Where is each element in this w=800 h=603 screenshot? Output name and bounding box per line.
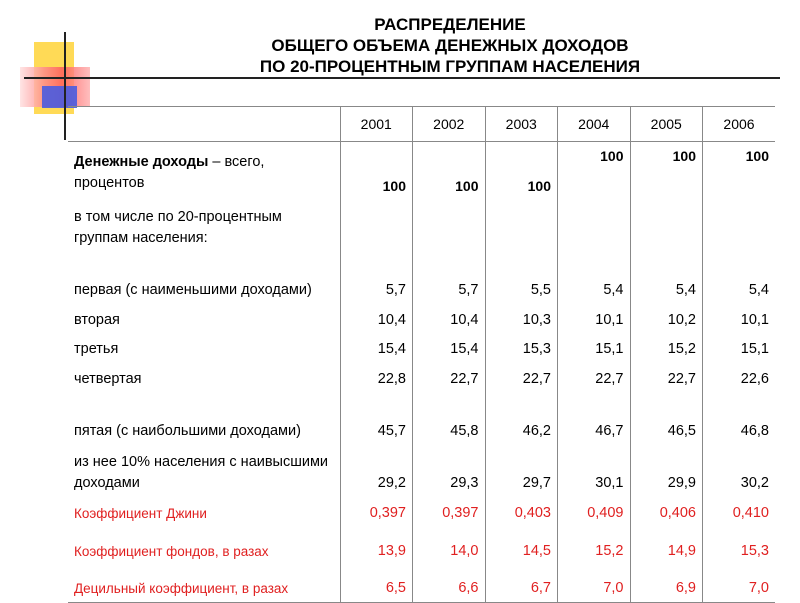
table-row [68,334,775,363]
table-row [68,304,775,334]
year-header-row [68,107,775,142]
year-header: 2002 [413,107,486,142]
cell-value: 15,3 [485,334,558,363]
cell-value: 6,5 [340,565,413,603]
cell-value: 15,4 [340,334,413,363]
total-label-bold: Денежные доходы [74,154,209,170]
cell-value: 10,4 [413,304,486,334]
cell-value: 22,8 [340,363,413,393]
subheader-row [68,200,775,252]
cell-value: 13,9 [340,527,413,565]
cell-value: 5,4 [558,252,631,304]
total-row [68,142,775,200]
cell-value: 5,4 [703,252,776,304]
cell-value: 22,7 [413,363,486,393]
cell-value: 7,0 [703,565,776,603]
row-label: из нее 10% населения с наивысшими доходами [74,453,329,491]
cell-value: 14,9 [630,527,703,565]
year-header: 2001 [340,107,413,142]
cell-value: 15,2 [630,334,703,363]
cell-value: 22,6 [703,363,776,393]
cell-value: 100 [413,142,486,200]
cell-value: 100 [485,142,558,200]
cell-value: 0,397 [413,497,486,527]
row-label: Децильный коэффициент, в разах [68,565,340,603]
logo-vertical-line [64,32,66,140]
cell-value: 5,7 [413,252,486,304]
cell-value: 15,2 [558,527,631,565]
cell-value: 100 [558,142,631,200]
cell-value: 0,397 [340,497,413,527]
cell-value: 10,1 [703,304,776,334]
year-header: 2004 [558,107,631,142]
table-row [68,445,775,497]
cell-value: 15,1 [703,334,776,363]
cell-value: 5,7 [340,252,413,304]
cell-value: 0,409 [558,497,631,527]
table-row [68,252,775,304]
cell-value: 45,7 [340,393,413,445]
cell-value: 46,7 [558,393,631,445]
cell-value: 46,2 [485,393,558,445]
row-label: пятая (с наибольшими доходами) [74,422,301,439]
funds-coefficient-row [68,527,775,565]
table-row [68,393,775,445]
cell-value: 29,9 [630,445,703,497]
title-underline [24,77,780,79]
cell-value: 10,3 [485,304,558,334]
cell-value: 30,2 [703,445,776,497]
cell-value: 100 [703,142,776,200]
gini-row [68,497,775,527]
title-line-2: ОБЩЕГО ОБЪЕМА ДЕНЕЖНЫХ ДОХОДОВ [271,36,629,55]
cell-value: 22,7 [485,363,558,393]
year-header: 2006 [703,107,776,142]
cell-value: 14,5 [485,527,558,565]
decile-coefficient-row [68,565,775,603]
corner-cell [68,107,340,142]
cell-value: 6,6 [413,565,486,603]
cell-value: 0,403 [485,497,558,527]
cell-value: 46,8 [703,393,776,445]
row-label: Коэффициент Джини [74,505,207,521]
cell-value: 10,2 [630,304,703,334]
row-label: в том числе по 20-процентным группам населения: [74,208,282,246]
cell-value: 45,8 [413,393,486,445]
cell-value: 6,9 [630,565,703,603]
title-line-3: ПО 20-ПРОЦЕНТНЫМ ГРУППАМ НАСЕЛЕНИЯ [259,57,641,76]
cell-value: 10,4 [340,304,413,334]
cell-value: 30,1 [558,445,631,497]
cell-value: 6,7 [485,565,558,603]
cell-value: 0,410 [703,497,776,527]
cell-value: 5,4 [630,252,703,304]
cell-value: 14,0 [413,527,486,565]
cell-value: 29,7 [485,445,558,497]
year-header: 2005 [630,107,703,142]
row-label: четвертая [74,370,142,387]
cell-value: 46,5 [630,393,703,445]
logo-blue-square [42,86,77,108]
cell-value: 22,7 [630,363,703,393]
cell-value: 15,3 [703,527,776,565]
cell-value: 0,406 [630,497,703,527]
cell-value: 10,1 [558,304,631,334]
row-label: первая (с наименьшими доходами) [74,281,312,298]
cell-value: 100 [630,142,703,200]
cell-value: 29,2 [340,445,413,497]
cell-value: 22,7 [558,363,631,393]
cell-value: 15,1 [558,334,631,363]
cell-value: 29,3 [413,445,486,497]
income-distribution-table [68,106,775,603]
title-line-1: РАСПРЕДЕЛЕНИЕ [374,15,526,34]
row-label [68,142,340,200]
cell-value: 15,4 [413,334,486,363]
row-label: вторая [74,311,120,328]
cell-value: 100 [340,142,413,200]
row-label: Коэффициент фондов, в разах [74,543,269,559]
table-row [68,363,775,393]
cell-value: 7,0 [558,565,631,603]
year-header: 2003 [485,107,558,142]
row-label: третья [74,340,119,357]
total-label-rest: – всего, процентов [74,154,265,191]
page-title [240,14,660,77]
cell-value: 5,5 [485,252,558,304]
